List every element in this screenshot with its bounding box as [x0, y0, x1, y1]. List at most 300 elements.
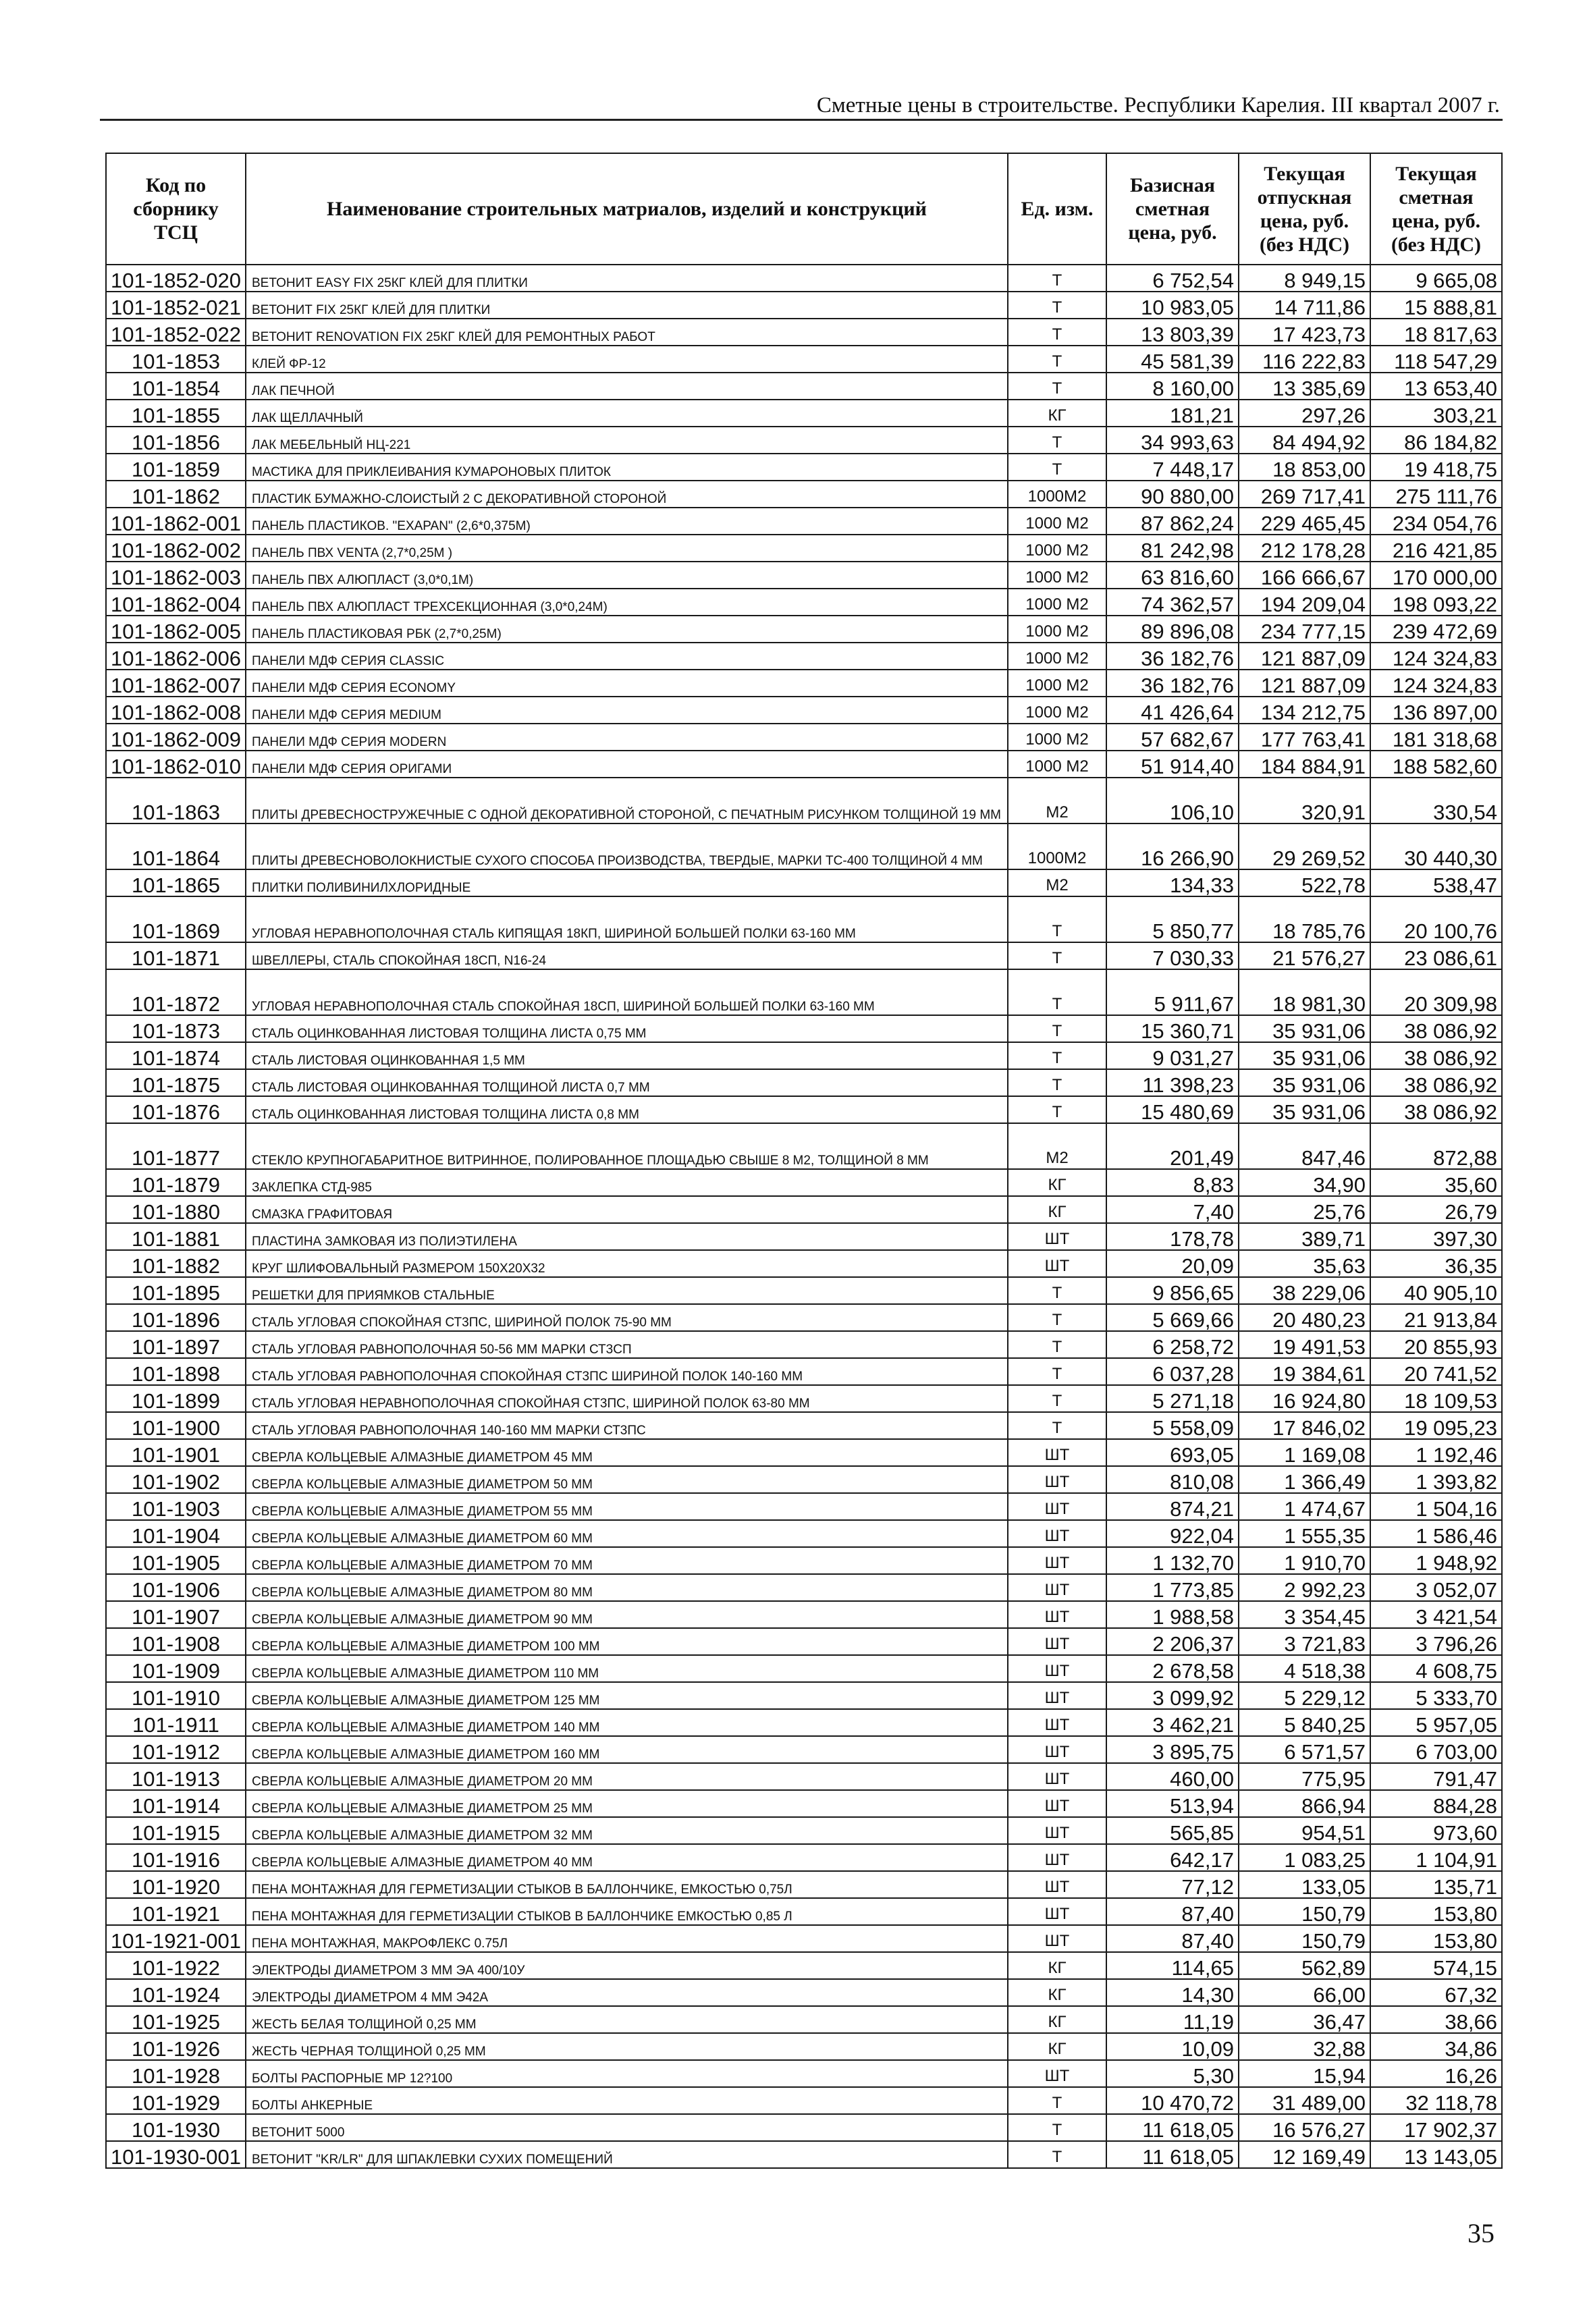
cell-code: 101-1869: [106, 896, 246, 942]
table-row: [106, 1358, 1502, 1385]
cell-base-price: 34 993,63: [1106, 427, 1239, 454]
cell-code: 101-1852-022: [106, 319, 246, 346]
cell-base-price: 3 099,92: [1106, 1682, 1239, 1709]
table-row: [106, 778, 1502, 823]
cell-unit: М2: [1008, 869, 1106, 896]
cell-unit: Т: [1008, 454, 1106, 481]
cell-base-price: 16 266,90: [1106, 823, 1239, 869]
cell-unit: ШТ: [1008, 1790, 1106, 1817]
cell-name: СТАЛЬ ОЦИНКОВАННАЯ ЛИСТОВАЯ ТОЛЩИНА ЛИСТА 0,8 ММ: [246, 1096, 1008, 1123]
cell-current-release-price: 4 518,38: [1239, 1655, 1370, 1682]
cell-current-estimate-price: 275 111,76: [1370, 481, 1502, 508]
table-row: [106, 2060, 1502, 2087]
cell-base-price: 874,21: [1106, 1493, 1239, 1520]
cell-current-release-price: 32,88: [1239, 2033, 1370, 2060]
cell-name: СТАЛЬ УГЛОВАЯ НЕРАВНОПОЛОЧНАЯ СПОКОЙНАЯ СТ3ПС, ШИРИНОЙ ПОЛОК 63-80 ММ: [246, 1385, 1008, 1412]
cell-current-estimate-price: 6 703,00: [1370, 1736, 1502, 1763]
cell-name: УГЛОВАЯ НЕРАВНОПОЛОЧНАЯ СТАЛЬ КИПЯЩАЯ 18КП, ШИРИНОЙ БОЛЬШЕЙ ПОЛКИ 63-160 ММ: [246, 896, 1008, 942]
cell-name: СВЕРЛА КОЛЬЦЕВЫЕ АЛМАЗНЫЕ ДИАМЕТРОМ 45 ММ: [246, 1439, 1008, 1466]
cell-current-estimate-price: 188 582,60: [1370, 751, 1502, 778]
cell-name: СВЕРЛА КОЛЬЦЕВЫЕ АЛМАЗНЫЕ ДИАМЕТРОМ 140 ММ: [246, 1709, 1008, 1736]
cell-base-price: 114,65: [1106, 1952, 1239, 1979]
cell-unit: 1000 М2: [1008, 724, 1106, 751]
cell-base-price: 693,05: [1106, 1439, 1239, 1466]
cell-current-estimate-price: 239 472,69: [1370, 616, 1502, 643]
cell-unit: ШТ: [1008, 1250, 1106, 1277]
cell-name: ЖЕСТЬ БЕЛАЯ ТОЛЩИНОЙ 0,25 ММ: [246, 2006, 1008, 2033]
cell-current-estimate-price: 86 184,82: [1370, 427, 1502, 454]
cell-unit: КГ: [1008, 1979, 1106, 2006]
cell-current-release-price: 116 222,83: [1239, 346, 1370, 373]
table-row: [106, 265, 1502, 292]
price-table: [105, 153, 1503, 2169]
cell-current-release-price: 38 229,06: [1239, 1277, 1370, 1304]
cell-current-estimate-price: 18 109,53: [1370, 1385, 1502, 1412]
cell-code: 101-1913: [106, 1763, 246, 1790]
cell-current-release-price: 34,90: [1239, 1169, 1370, 1196]
cell-base-price: 11 398,23: [1106, 1069, 1239, 1096]
cell-name: ВЕТОНИТ 5000: [246, 2114, 1008, 2141]
cell-current-estimate-price: 38 086,92: [1370, 1096, 1502, 1123]
cell-name: СВЕРЛА КОЛЬЦЕВЫЕ АЛМАЗНЫЕ ДИАМЕТРОМ 110 ММ: [246, 1655, 1008, 1682]
cell-current-release-price: 3 354,45: [1239, 1601, 1370, 1628]
cell-base-price: 11 618,05: [1106, 2114, 1239, 2141]
cell-unit: ШТ: [1008, 1736, 1106, 1763]
cell-name: ВЕТОНИТ EASY FIX 25КГ КЛЕЙ ДЛЯ ПЛИТКИ: [246, 265, 1008, 292]
cell-base-price: 89 896,08: [1106, 616, 1239, 643]
cell-current-estimate-price: 973,60: [1370, 1817, 1502, 1844]
column-header-code: Код по сборнику ТСЦ: [106, 153, 246, 265]
cell-name: ЭЛЕКТРОДЫ ДИАМЕТРОМ 4 ММ Э42А: [246, 1979, 1008, 2006]
cell-base-price: 11 618,05: [1106, 2141, 1239, 2168]
table-row: [106, 697, 1502, 724]
cell-current-release-price: 234 777,15: [1239, 616, 1370, 643]
cell-base-price: 9 856,65: [1106, 1277, 1239, 1304]
cell-code: 101-1862-009: [106, 724, 246, 751]
table-row: [106, 1096, 1502, 1123]
cell-name: ПАНЕЛИ МДФ СЕРИЯ ECONOMY: [246, 670, 1008, 697]
cell-current-estimate-price: 118 547,29: [1370, 346, 1502, 373]
table-row: [106, 1844, 1502, 1871]
cell-current-estimate-price: 20 100,76: [1370, 896, 1502, 942]
cell-code: 101-1900: [106, 1412, 246, 1439]
cell-current-estimate-price: 5 333,70: [1370, 1682, 1502, 1709]
cell-name: ПЛАСТИНА ЗАМКОВАЯ ИЗ ПОЛИЭТИЛЕНА: [246, 1223, 1008, 1250]
cell-code: 101-1862-006: [106, 643, 246, 670]
cell-name: СВЕРЛА КОЛЬЦЕВЫЕ АЛМАЗНЫЕ ДИАМЕТРОМ 125 ММ: [246, 1682, 1008, 1709]
cell-name: ВЕТОНИТ FIX 25КГ КЛЕЙ ДЛЯ ПЛИТКИ: [246, 292, 1008, 319]
cell-code: 101-1905: [106, 1547, 246, 1574]
table-row: [106, 1871, 1502, 1898]
cell-base-price: 513,94: [1106, 1790, 1239, 1817]
table-row: [106, 724, 1502, 751]
cell-code: 101-1881: [106, 1223, 246, 1250]
cell-current-release-price: 847,46: [1239, 1123, 1370, 1169]
cell-current-release-price: 35 931,06: [1239, 1069, 1370, 1096]
cell-name: ВЕТОНИТ "KR/LR" ДЛЯ ШПАКЛЕВКИ СУХИХ ПОМЕЩЕНИЙ: [246, 2141, 1008, 2168]
cell-unit: 1000 М2: [1008, 508, 1106, 535]
table-row: [106, 1015, 1502, 1042]
cell-current-release-price: 389,71: [1239, 1223, 1370, 1250]
cell-current-release-price: 36,47: [1239, 2006, 1370, 2033]
table-row: [106, 1223, 1502, 1250]
cell-current-release-price: 229 465,45: [1239, 508, 1370, 535]
cell-name: СВЕРЛА КОЛЬЦЕВЫЕ АЛМАЗНЫЕ ДИАМЕТРОМ 60 ММ: [246, 1520, 1008, 1547]
cell-current-release-price: 17 423,73: [1239, 319, 1370, 346]
cell-current-release-price: 19 491,53: [1239, 1331, 1370, 1358]
cell-unit: ШТ: [1008, 1574, 1106, 1601]
cell-base-price: 5 850,77: [1106, 896, 1239, 942]
table-row: [106, 643, 1502, 670]
cell-name: ПАНЕЛИ МДФ СЕРИЯ MODERN: [246, 724, 1008, 751]
table-row: [106, 319, 1502, 346]
cell-name: СТАЛЬ ЛИСТОВАЯ ОЦИНКОВАННАЯ ТОЛЩИНОЙ ЛИСТА 0,7 ММ: [246, 1069, 1008, 1096]
cell-current-release-price: 150,79: [1239, 1925, 1370, 1952]
table-row: [106, 1898, 1502, 1925]
cell-name: СТЕКЛО КРУПНОГАБАРИТНОЕ ВИТРИННОЕ, ПОЛИРОВАННОЕ ПЛОЩАДЬЮ СВЫШЕ 8 М2, ТОЛЩИНОЙ 8 ММ: [246, 1123, 1008, 1169]
cell-current-estimate-price: 21 913,84: [1370, 1304, 1502, 1331]
cell-base-price: 36 182,76: [1106, 643, 1239, 670]
cell-current-estimate-price: 3 421,54: [1370, 1601, 1502, 1628]
cell-unit: Т: [1008, 969, 1106, 1015]
cell-name: БОЛТЫ РАСПОРНЫЕ МР 12?100: [246, 2060, 1008, 2087]
cell-current-release-price: 16 576,27: [1239, 2114, 1370, 2141]
cell-name: СВЕРЛА КОЛЬЦЕВЫЕ АЛМАЗНЫЕ ДИАМЕТРОМ 20 ММ: [246, 1763, 1008, 1790]
cell-base-price: 11,19: [1106, 2006, 1239, 2033]
table-row: [106, 1069, 1502, 1096]
cell-current-estimate-price: 303,21: [1370, 400, 1502, 427]
cell-code: 101-1862-003: [106, 562, 246, 589]
table-row: [106, 1817, 1502, 1844]
cell-current-release-price: 121 887,09: [1239, 670, 1370, 697]
table-row: [106, 1709, 1502, 1736]
cell-base-price: 181,21: [1106, 400, 1239, 427]
cell-current-release-price: 31 489,00: [1239, 2087, 1370, 2114]
cell-current-release-price: 166 666,67: [1239, 562, 1370, 589]
cell-unit: 1000 М2: [1008, 535, 1106, 562]
cell-base-price: 460,00: [1106, 1763, 1239, 1790]
cell-name: УГЛОВАЯ НЕРАВНОПОЛОЧНАЯ СТАЛЬ СПОКОЙНАЯ 18СП, ШИРИНОЙ БОЛЬШЕЙ ПОЛКИ 63-160 ММ: [246, 969, 1008, 1015]
cell-current-estimate-price: 135,71: [1370, 1871, 1502, 1898]
cell-current-release-price: 12 169,49: [1239, 2141, 1370, 2168]
column-header-base-price: Базисная сметная цена, руб.: [1106, 153, 1239, 265]
cell-name: СВЕРЛА КОЛЬЦЕВЫЕ АЛМАЗНЫЕ ДИАМЕТРОМ 55 ММ: [246, 1493, 1008, 1520]
cell-base-price: 565,85: [1106, 1817, 1239, 1844]
cell-base-price: 6 037,28: [1106, 1358, 1239, 1385]
cell-code: 101-1895: [106, 1277, 246, 1304]
cell-code: 101-1874: [106, 1042, 246, 1069]
cell-base-price: 7,40: [1106, 1196, 1239, 1223]
table-row: [106, 1979, 1502, 2006]
cell-name: ЛАК ПЕЧНОЙ: [246, 373, 1008, 400]
cell-base-price: 57 682,67: [1106, 724, 1239, 751]
cell-current-estimate-price: 1 586,46: [1370, 1520, 1502, 1547]
cell-current-release-price: 84 494,92: [1239, 427, 1370, 454]
cell-current-estimate-price: 67,32: [1370, 1979, 1502, 2006]
cell-current-release-price: 35 931,06: [1239, 1015, 1370, 1042]
cell-unit: ШТ: [1008, 1898, 1106, 1925]
cell-code: 101-1928: [106, 2060, 246, 2087]
cell-unit: ШТ: [1008, 1547, 1106, 1574]
cell-unit: Т: [1008, 942, 1106, 969]
cell-current-estimate-price: 330,54: [1370, 778, 1502, 823]
table-row: [106, 1439, 1502, 1466]
cell-current-estimate-price: 1 948,92: [1370, 1547, 1502, 1574]
table-row: [106, 823, 1502, 869]
cell-code: 101-1852-020: [106, 265, 246, 292]
cell-code: 101-1899: [106, 1385, 246, 1412]
table-row: [106, 1331, 1502, 1358]
header-rule: [100, 119, 1503, 121]
cell-code: 101-1877: [106, 1123, 246, 1169]
cell-name: БОЛТЫ АНКЕРНЫЕ: [246, 2087, 1008, 2114]
cell-name: СТАЛЬ УГЛОВАЯ РАВНОПОЛОЧНАЯ 140-160 ММ МАРКИ СТ3ПС: [246, 1412, 1008, 1439]
cell-code: 101-1862-004: [106, 589, 246, 616]
cell-current-estimate-price: 1 504,16: [1370, 1493, 1502, 1520]
table-row: [106, 2114, 1502, 2141]
cell-unit: Т: [1008, 1304, 1106, 1331]
cell-current-estimate-price: 1 192,46: [1370, 1439, 1502, 1466]
cell-current-estimate-price: 13 143,05: [1370, 2141, 1502, 2168]
table-row: [106, 670, 1502, 697]
cell-current-release-price: 2 992,23: [1239, 1574, 1370, 1601]
table-row: [106, 1042, 1502, 1069]
cell-code: 101-1915: [106, 1817, 246, 1844]
cell-current-release-price: 150,79: [1239, 1898, 1370, 1925]
table-row: [106, 1628, 1502, 1655]
cell-unit: Т: [1008, 319, 1106, 346]
cell-current-estimate-price: 34,86: [1370, 2033, 1502, 2060]
table-row: [106, 969, 1502, 1015]
cell-name: ПАНЕЛЬ ПЛАСТИКОВ. "EXAPAN" (2,6*0,375М): [246, 508, 1008, 535]
cell-current-estimate-price: 170 000,00: [1370, 562, 1502, 589]
cell-current-release-price: 1 555,35: [1239, 1520, 1370, 1547]
table-row: [106, 616, 1502, 643]
cell-base-price: 6 258,72: [1106, 1331, 1239, 1358]
cell-unit: Т: [1008, 292, 1106, 319]
cell-name: СВЕРЛА КОЛЬЦЕВЫЕ АЛМАЗНЫЕ ДИАМЕТРОМ 100 ММ: [246, 1628, 1008, 1655]
cell-name: СВЕРЛА КОЛЬЦЕВЫЕ АЛМАЗНЫЕ ДИАМЕТРОМ 25 ММ: [246, 1790, 1008, 1817]
cell-current-release-price: 954,51: [1239, 1817, 1370, 1844]
table-row: [106, 1601, 1502, 1628]
cell-code: 101-1862-007: [106, 670, 246, 697]
cell-current-estimate-price: 9 665,08: [1370, 265, 1502, 292]
cell-name: СТАЛЬ УГЛОВАЯ РАВНОПОЛОЧНАЯ СПОКОЙНАЯ СТ3ПС ШИРИНОЙ ПОЛОК 140-160 ММ: [246, 1358, 1008, 1385]
cell-base-price: 41 426,64: [1106, 697, 1239, 724]
cell-base-price: 63 816,60: [1106, 562, 1239, 589]
cell-code: 101-1862-005: [106, 616, 246, 643]
table-row: [106, 869, 1502, 896]
cell-current-release-price: 134 212,75: [1239, 697, 1370, 724]
cell-current-estimate-price: 23 086,61: [1370, 942, 1502, 969]
cell-name: ПАНЕЛЬ ПВХ VENTA (2,7*0,25М ): [246, 535, 1008, 562]
table-row: [106, 1925, 1502, 1952]
cell-unit: Т: [1008, 1069, 1106, 1096]
table-row: [106, 1385, 1502, 1412]
cell-name: ПАНЕЛИ МДФ СЕРИЯ ОРИГАМИ: [246, 751, 1008, 778]
cell-base-price: 8,83: [1106, 1169, 1239, 1196]
column-header-current-release-price: Текущая отпускная цена, руб. (без НДС): [1239, 153, 1370, 265]
cell-current-estimate-price: 3 052,07: [1370, 1574, 1502, 1601]
cell-base-price: 2 678,58: [1106, 1655, 1239, 1682]
cell-unit: 1000 М2: [1008, 697, 1106, 724]
cell-unit: Т: [1008, 1096, 1106, 1123]
cell-current-release-price: 17 846,02: [1239, 1412, 1370, 1439]
cell-name: РЕШЕТКИ ДЛЯ ПРИЯМКОВ СТАЛЬНЫЕ: [246, 1277, 1008, 1304]
cell-current-estimate-price: 153,80: [1370, 1925, 1502, 1952]
cell-unit: ШТ: [1008, 1709, 1106, 1736]
cell-code: 101-1916: [106, 1844, 246, 1871]
cell-unit: ШТ: [1008, 1466, 1106, 1493]
cell-code: 101-1865: [106, 869, 246, 896]
table-header-row: [106, 153, 1502, 265]
cell-current-estimate-price: 20 855,93: [1370, 1331, 1502, 1358]
cell-base-price: 10,09: [1106, 2033, 1239, 2060]
cell-current-release-price: 1 366,49: [1239, 1466, 1370, 1493]
cell-current-estimate-price: 38,66: [1370, 2006, 1502, 2033]
cell-unit: Т: [1008, 1385, 1106, 1412]
table-row: [106, 1196, 1502, 1223]
cell-name: ЭЛЕКТРОДЫ ДИАМЕТРОМ 3 ММ ЭА 400/10У: [246, 1952, 1008, 1979]
cell-unit: ШТ: [1008, 1493, 1106, 1520]
cell-current-estimate-price: 30 440,30: [1370, 823, 1502, 869]
table-body: [106, 265, 1502, 2168]
cell-base-price: 10 983,05: [1106, 292, 1239, 319]
table-row: [106, 2141, 1502, 2168]
table-row: [106, 1304, 1502, 1331]
cell-code: 101-1852-021: [106, 292, 246, 319]
cell-code: 101-1882: [106, 1250, 246, 1277]
cell-unit: Т: [1008, 1331, 1106, 1358]
cell-unit: КГ: [1008, 2033, 1106, 2060]
cell-unit: ШТ: [1008, 1871, 1106, 1898]
cell-current-estimate-price: 791,47: [1370, 1763, 1502, 1790]
cell-current-release-price: 35 931,06: [1239, 1096, 1370, 1123]
cell-unit: 1000 М2: [1008, 670, 1106, 697]
cell-base-price: 1 988,58: [1106, 1601, 1239, 1628]
table-row: [106, 1412, 1502, 1439]
cell-unit: Т: [1008, 1042, 1106, 1069]
cell-unit: Т: [1008, 1015, 1106, 1042]
cell-code: 101-1862-001: [106, 508, 246, 535]
cell-base-price: 15 480,69: [1106, 1096, 1239, 1123]
cell-base-price: 810,08: [1106, 1466, 1239, 1493]
cell-name: ПАНЕЛЬ ПВХ АЛЮПЛАСТ ТРЕХСЕКЦИОННАЯ (3,0*0,24М): [246, 589, 1008, 616]
cell-name: ПЛИТЫ ДРЕВЕСНОСТРУЖЕЧНЫЕ С ОДНОЙ ДЕКОРАТИВНОЙ СТОРОНОЙ, С ПЕЧАТНЫМ РИСУНКОМ ТОЛЩИНОЙ 19 ММ: [246, 778, 1008, 823]
cell-unit: 1000М2: [1008, 481, 1106, 508]
cell-current-release-price: 16 924,80: [1239, 1385, 1370, 1412]
cell-unit: ШТ: [1008, 1628, 1106, 1655]
table-row: [106, 454, 1502, 481]
cell-unit: Т: [1008, 2141, 1106, 2168]
cell-code: 101-1879: [106, 1169, 246, 1196]
cell-current-estimate-price: 15 888,81: [1370, 292, 1502, 319]
cell-base-price: 1 773,85: [1106, 1574, 1239, 1601]
cell-current-estimate-price: 884,28: [1370, 1790, 1502, 1817]
cell-name: СВЕРЛА КОЛЬЦЕВЫЕ АЛМАЗНЫЕ ДИАМЕТРОМ 160 ММ: [246, 1736, 1008, 1763]
cell-unit: ШТ: [1008, 1817, 1106, 1844]
cell-code: 101-1904: [106, 1520, 246, 1547]
cell-current-release-price: 3 721,83: [1239, 1628, 1370, 1655]
cell-code: 101-1898: [106, 1358, 246, 1385]
cell-base-price: 74 362,57: [1106, 589, 1239, 616]
table-row: [106, 2033, 1502, 2060]
cell-current-estimate-price: 26,79: [1370, 1196, 1502, 1223]
table-row: [106, 896, 1502, 942]
cell-current-estimate-price: 3 796,26: [1370, 1628, 1502, 1655]
cell-current-release-price: 6 571,57: [1239, 1736, 1370, 1763]
cell-code: 101-1862-008: [106, 697, 246, 724]
cell-current-estimate-price: 538,47: [1370, 869, 1502, 896]
cell-current-release-price: 133,05: [1239, 1871, 1370, 1898]
cell-code: 101-1909: [106, 1655, 246, 1682]
cell-name: СВЕРЛА КОЛЬЦЕВЫЕ АЛМАЗНЫЕ ДИАМЕТРОМ 80 ММ: [246, 1574, 1008, 1601]
cell-name: СВЕРЛА КОЛЬЦЕВЫЕ АЛМАЗНЫЕ ДИАМЕТРОМ 90 ММ: [246, 1601, 1008, 1628]
cell-current-estimate-price: 36,35: [1370, 1250, 1502, 1277]
cell-code: 101-1929: [106, 2087, 246, 2114]
cell-current-release-price: 1 910,70: [1239, 1547, 1370, 1574]
cell-current-release-price: 15,94: [1239, 2060, 1370, 2087]
column-header-name: Наименование строительных матриалов, изделий и конструкций: [246, 153, 1008, 265]
cell-code: 101-1930: [106, 2114, 246, 2141]
cell-current-release-price: 297,26: [1239, 400, 1370, 427]
cell-name: ПАНЕЛЬ ПЛАСТИКОВАЯ РБК (2,7*0,25М): [246, 616, 1008, 643]
cell-unit: ШТ: [1008, 1682, 1106, 1709]
page-header-title: Сметные цены в строительстве. Республики Карелия. III квартал 2007 г.: [816, 93, 1500, 117]
cell-code: 101-1863: [106, 778, 246, 823]
table-row: [106, 1250, 1502, 1277]
cell-current-estimate-price: 136 897,00: [1370, 697, 1502, 724]
cell-name: ПАНЕЛИ МДФ СЕРИЯ CLASSIC: [246, 643, 1008, 670]
cell-name: СМАЗКА ГРАФИТОВАЯ: [246, 1196, 1008, 1223]
table-row: [106, 508, 1502, 535]
cell-base-price: 15 360,71: [1106, 1015, 1239, 1042]
cell-base-price: 87,40: [1106, 1898, 1239, 1925]
cell-code: 101-1908: [106, 1628, 246, 1655]
cell-unit: ШТ: [1008, 2060, 1106, 2087]
cell-code: 101-1859: [106, 454, 246, 481]
cell-name: ПЕНА МОНТАЖНАЯ, МАКРОФЛЕКС 0.75Л: [246, 1925, 1008, 1952]
table-row: [106, 1952, 1502, 1979]
cell-code: 101-1920: [106, 1871, 246, 1898]
cell-code: 101-1901: [106, 1439, 246, 1466]
cell-current-release-price: 775,95: [1239, 1763, 1370, 1790]
cell-name: СТАЛЬ УГЛОВАЯ СПОКОЙНАЯ СТ3ПС, ШИРИНОЙ ПОЛОК 75-90 ММ: [246, 1304, 1008, 1331]
cell-current-release-price: 212 178,28: [1239, 535, 1370, 562]
cell-unit: 1000М2: [1008, 823, 1106, 869]
cell-current-estimate-price: 38 086,92: [1370, 1042, 1502, 1069]
cell-base-price: 7 448,17: [1106, 454, 1239, 481]
cell-base-price: 9 031,27: [1106, 1042, 1239, 1069]
cell-code: 101-1871: [106, 942, 246, 969]
cell-code: 101-1855: [106, 400, 246, 427]
table-row: [106, 751, 1502, 778]
cell-current-estimate-price: 181 318,68: [1370, 724, 1502, 751]
cell-current-estimate-price: 40 905,10: [1370, 1277, 1502, 1304]
cell-unit: Т: [1008, 1412, 1106, 1439]
cell-current-release-price: 269 717,41: [1239, 481, 1370, 508]
cell-current-release-price: 1 474,67: [1239, 1493, 1370, 1520]
cell-name: ПЕНА МОНТАЖНАЯ ДЛЯ ГЕРМЕТИЗАЦИИ СТЫКОВ В БАЛЛОНЧИКЕ ЕМКОСТЬЮ 0,85 Л: [246, 1898, 1008, 1925]
cell-unit: М2: [1008, 778, 1106, 823]
cell-name: ЗАКЛЕПКА СТД-985: [246, 1169, 1008, 1196]
cell-current-estimate-price: 16,26: [1370, 2060, 1502, 2087]
cell-current-release-price: 177 763,41: [1239, 724, 1370, 751]
cell-name: ЛАК ЩЕЛЛАЧНЫЙ: [246, 400, 1008, 427]
cell-current-estimate-price: 872,88: [1370, 1123, 1502, 1169]
cell-base-price: 20,09: [1106, 1250, 1239, 1277]
table-row: [106, 2006, 1502, 2033]
